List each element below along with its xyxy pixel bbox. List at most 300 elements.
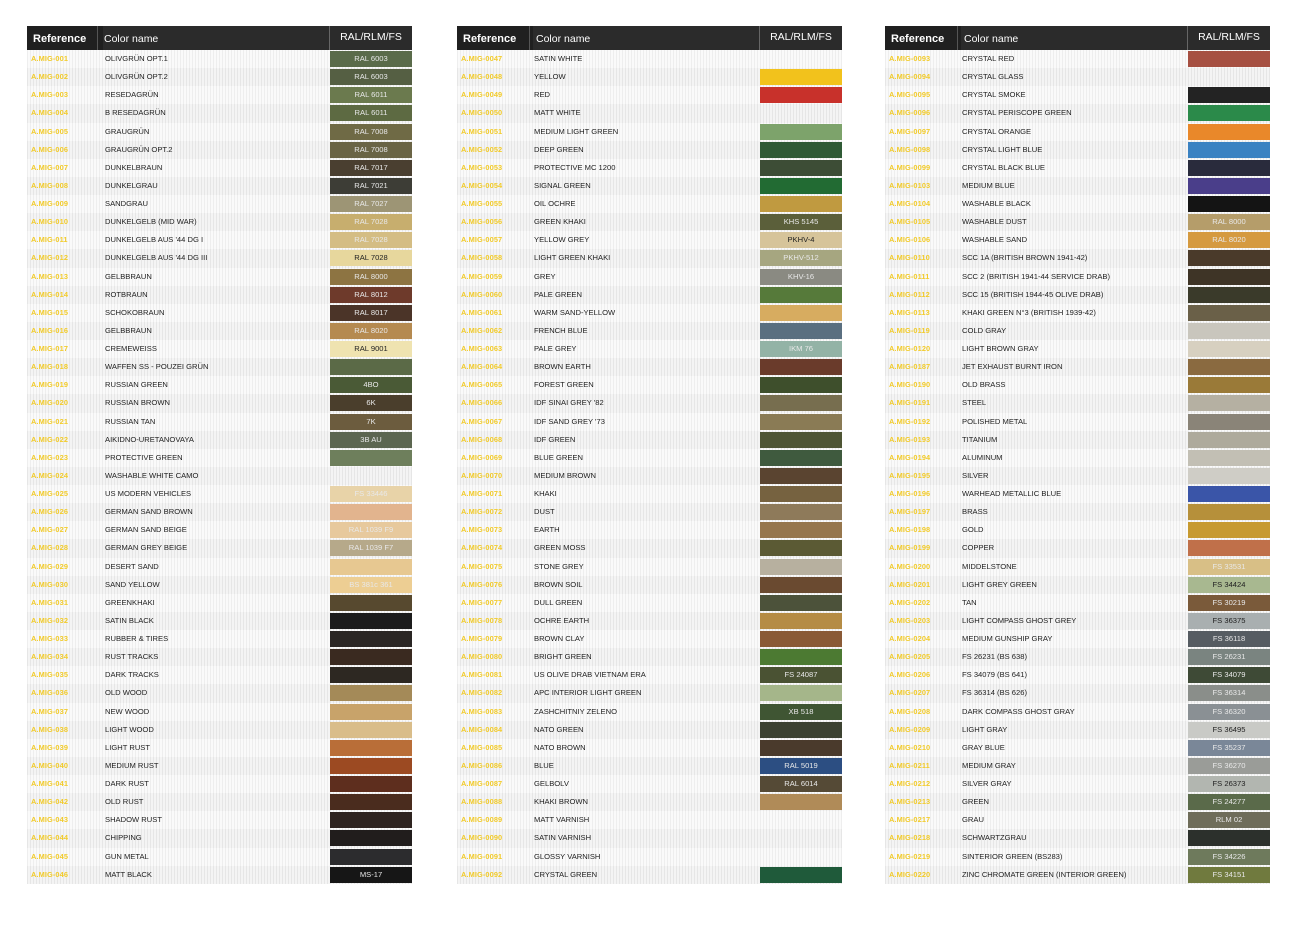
color-swatch	[760, 414, 842, 430]
color-swatch	[760, 178, 842, 194]
reference-code: A.MIG-0212	[889, 779, 931, 788]
color-swatch: 3B AU	[330, 432, 412, 448]
color-swatch	[1188, 359, 1270, 375]
table-row	[885, 413, 1270, 431]
color-swatch	[760, 287, 842, 303]
color-swatch: FS 24277	[1188, 794, 1270, 810]
color-swatch: RAL 7028	[330, 214, 412, 230]
reference-code: A.MIG-0207	[889, 688, 931, 698]
table-row	[457, 304, 842, 322]
table-row	[27, 594, 412, 612]
table-row	[885, 86, 1270, 104]
table-row	[457, 848, 842, 866]
table-row	[457, 612, 842, 630]
color-name: GREY	[534, 271, 556, 281]
color-name: MEDIUM LIGHT GREEN	[534, 126, 619, 136]
reference-code: A.MIG-039	[31, 742, 69, 752]
color-swatch	[330, 812, 412, 828]
reference-code: A.MIG-0047	[461, 54, 503, 63]
table-row	[885, 104, 1270, 122]
table-row	[27, 231, 412, 249]
table-row	[27, 467, 412, 485]
color-name: WASHABLE DUST	[962, 217, 1027, 227]
color-name: BROWN CLAY	[534, 634, 585, 643]
color-name: FOREST GREEN	[534, 380, 594, 390]
table-row	[885, 594, 1270, 612]
reference-code: A.MIG-014	[31, 289, 69, 299]
table-row	[457, 159, 842, 177]
color-name: WASHABLE BLACK	[962, 199, 1031, 208]
color-swatch	[1188, 142, 1270, 158]
color-swatch: 6K	[330, 395, 412, 411]
reference-code: A.MIG-026	[31, 507, 69, 517]
reference-code: A.MIG-006	[31, 144, 69, 154]
color-name: PALE GREY	[534, 344, 577, 353]
color-swatch	[1188, 468, 1270, 484]
color-swatch	[760, 468, 842, 484]
color-name: STEEL	[962, 398, 987, 408]
table-row	[27, 50, 412, 68]
color-swatch	[330, 685, 412, 701]
color-name: MEDIUM BROWN	[534, 470, 597, 480]
color-swatch	[1188, 540, 1270, 556]
table-row	[457, 68, 842, 86]
color-name: SIGNAL GREEN	[534, 180, 591, 190]
color-swatch	[760, 540, 842, 556]
reference-code: A.MIG-0204	[889, 634, 931, 643]
color-swatch	[1188, 160, 1270, 176]
color-rows	[457, 50, 842, 884]
reference-code: A.MIG-0089	[461, 815, 503, 825]
reference-code: A.MIG-0218	[889, 833, 931, 843]
color-name: SCHWARTZGRAU	[962, 833, 1027, 843]
color-name: FS 26231 (BS 638)	[962, 652, 1028, 662]
color-swatch: RAL 9001	[330, 341, 412, 357]
table-row	[27, 413, 412, 431]
color-name: YELLOW	[534, 72, 566, 82]
reference-code: A.MIG-019	[31, 380, 69, 390]
reference-code: A.MIG-0112	[889, 289, 930, 299]
reference-code: A.MIG-0082	[461, 688, 503, 698]
color-swatch	[760, 377, 842, 393]
reference-code: A.MIG-0119	[889, 325, 930, 335]
reference-code: A.MIG-028	[31, 543, 69, 553]
reference-code: A.MIG-0099	[889, 162, 931, 172]
color-name: DULL GREEN	[534, 597, 583, 607]
table-row	[885, 485, 1270, 503]
reference-code: A.MIG-0219	[889, 851, 931, 861]
color-swatch: RAL 7028	[330, 250, 412, 266]
color-name: RUSSIAN TAN	[105, 416, 156, 426]
color-name: US MODERN VEHICLES	[105, 489, 192, 498]
color-name: GRAY BLUE	[962, 742, 1005, 752]
color-swatch	[760, 196, 842, 212]
reference-code: A.MIG-029	[31, 561, 69, 571]
color-swatch: 4BO	[330, 377, 412, 393]
color-name: ZASHCHITNIY ZELENO	[534, 706, 617, 716]
color-name: APC INTERIOR LIGHT GREEN	[534, 688, 642, 698]
reference-code: A.MIG-045	[31, 851, 69, 861]
color-name: GERMAN SAND BEIGE	[105, 525, 187, 535]
reference-code: A.MIG-0069	[461, 452, 503, 462]
table-row	[457, 576, 842, 594]
table-row	[27, 775, 412, 793]
reference-code: A.MIG-0049	[461, 90, 503, 100]
reference-code: A.MIG-0196	[889, 489, 931, 498]
color-swatch	[1188, 504, 1270, 520]
reference-code: A.MIG-0048	[461, 72, 503, 82]
color-rows	[885, 50, 1270, 884]
color-swatch: RAL 8017	[330, 305, 412, 321]
table-row	[27, 684, 412, 702]
color-swatch: FS 36375	[1188, 613, 1270, 629]
color-name: LIGHT GREEN KHAKI	[534, 253, 611, 263]
color-name: MEDIUM GUNSHIP GRAY	[962, 634, 1053, 643]
table-row	[457, 286, 842, 304]
reference-code: A.MIG-0098	[889, 144, 931, 154]
color-name: TITANIUM	[962, 434, 998, 444]
color-swatch	[330, 649, 412, 665]
reference-code: A.MIG-0088	[461, 797, 503, 807]
table-row	[885, 431, 1270, 449]
color-name: DESERT SAND	[105, 561, 159, 571]
color-swatch	[760, 794, 842, 810]
color-name: FS 34079 (BS 641)	[962, 670, 1028, 680]
table-row	[885, 521, 1270, 539]
table-row	[457, 684, 842, 702]
reference-code: A.MIG-0078	[461, 615, 503, 625]
color-name: DUNKELBRAUN	[105, 162, 163, 172]
color-swatch: RAL 8012	[330, 287, 412, 303]
reference-code: A.MIG-0092	[461, 869, 503, 879]
color-name: GREEN	[962, 797, 990, 807]
color-swatch	[1188, 196, 1270, 212]
table-row	[27, 141, 412, 159]
color-name-header: Color name	[529, 26, 590, 50]
reference-code: A.MIG-0053	[461, 162, 503, 172]
table-row	[885, 576, 1270, 594]
reference-code: A.MIG-0081	[461, 670, 503, 680]
color-name: LIGHT BROWN GRAY	[962, 344, 1039, 353]
color-name: POLISHED METAL	[962, 416, 1028, 426]
table-row	[457, 721, 842, 739]
color-swatch: BS 381c 361	[330, 577, 412, 593]
color-swatch	[1188, 105, 1270, 121]
table-row	[885, 811, 1270, 829]
reference-code: A.MIG-0113	[889, 307, 930, 317]
color-name: DEEP GREEN	[534, 144, 584, 154]
color-name: NATO BROWN	[534, 742, 586, 752]
reference-code: A.MIG-0205	[889, 652, 931, 662]
reference-code: A.MIG-0191	[889, 398, 931, 408]
table-row	[457, 775, 842, 793]
reference-code: A.MIG-040	[31, 760, 69, 770]
color-swatch	[760, 305, 842, 321]
color-swatch	[760, 124, 842, 140]
reference-code: A.MIG-0203	[889, 615, 931, 625]
reference-code: A.MIG-0079	[461, 634, 503, 643]
reference-code: A.MIG-0105	[889, 217, 931, 227]
reference-code: A.MIG-0198	[889, 525, 931, 535]
reference-code: A.MIG-0067	[461, 416, 503, 426]
reference-code: A.MIG-009	[31, 199, 69, 208]
color-swatch: FS 36495	[1188, 722, 1270, 738]
color-swatch	[1188, 395, 1270, 411]
reference-code: A.MIG-0062	[461, 325, 503, 335]
color-swatch: RAL 8000	[1188, 214, 1270, 230]
table-row	[457, 521, 842, 539]
color-swatch: RAL 7028	[330, 232, 412, 248]
color-name: US OLIVE DRAB VIETNAM ERA	[534, 670, 646, 680]
reference-code: A.MIG-0051	[461, 126, 503, 136]
color-swatch	[760, 432, 842, 448]
color-name: WASHABLE WHITE CAMO	[105, 470, 199, 480]
color-swatch	[760, 395, 842, 411]
color-name: SCC 2 (BRITISH 1941-44 SERVICE DRAB)	[962, 271, 1110, 281]
reference-code: A.MIG-034	[31, 652, 69, 662]
reference-code: A.MIG-032	[31, 615, 69, 625]
color-name: BRIGHT GREEN	[534, 652, 592, 662]
reference-code: A.MIG-0059	[461, 271, 503, 281]
color-swatch: FS 36118	[1188, 631, 1270, 647]
color-name: DARK COMPASS GHOST GRAY	[962, 706, 1075, 716]
table-row	[27, 358, 412, 376]
table-row	[885, 68, 1270, 86]
color-name: OLD BRASS	[962, 380, 1006, 390]
reference-code: A.MIG-0071	[461, 489, 503, 498]
table-row	[457, 268, 842, 286]
color-swatch: RAL 7021	[330, 178, 412, 194]
code-header: RAL/RLM/FS	[329, 26, 412, 50]
reference-code: A.MIG-0087	[461, 779, 503, 788]
color-name: RED	[534, 90, 551, 100]
reference-code: A.MIG-0201	[889, 579, 931, 589]
color-name: SATIN WHITE	[534, 54, 583, 63]
color-swatch	[760, 649, 842, 665]
reference-code: A.MIG-0206	[889, 670, 931, 680]
reference-code: A.MIG-0217	[889, 815, 931, 825]
table-row	[457, 376, 842, 394]
color-name: PROTECTIVE GREEN	[105, 452, 183, 462]
color-name: LIGHT RUST	[105, 742, 151, 752]
color-name: IDF SAND GREY '73	[534, 416, 605, 426]
color-name: STONE GREY	[534, 561, 584, 571]
table-row	[885, 775, 1270, 793]
table-row	[457, 322, 842, 340]
reference-code: A.MIG-0057	[461, 235, 503, 245]
color-swatch	[760, 613, 842, 629]
color-name: SATIN BLACK	[105, 615, 154, 625]
reference-code: A.MIG-0055	[461, 199, 503, 208]
color-swatch: RAL 8000	[330, 269, 412, 285]
table-row	[27, 576, 412, 594]
reference-code: A.MIG-0209	[889, 724, 931, 734]
color-name: GLOSSY VARNISH	[534, 851, 601, 861]
reference-code: A.MIG-0200	[889, 561, 931, 571]
color-swatch	[1188, 323, 1270, 339]
table-row	[27, 521, 412, 539]
table-row	[885, 449, 1270, 467]
color-swatch	[760, 359, 842, 375]
color-name: IDF SINAI GREY '82	[534, 398, 604, 408]
table-row	[885, 394, 1270, 412]
color-name: KHAKI GREEN N°3 (BRITISH 1939-42)	[962, 307, 1096, 317]
reference-code: A.MIG-0110	[889, 253, 930, 263]
reference-code: A.MIG-0075	[461, 561, 503, 571]
color-name: CRYSTAL GREEN	[534, 869, 598, 879]
color-name: GRAU	[962, 815, 984, 825]
color-swatch	[760, 105, 842, 121]
table-row	[885, 721, 1270, 739]
color-name: LIGHT WOOD	[105, 724, 154, 734]
reference-code: A.MIG-041	[31, 779, 69, 788]
color-name: MEDIUM RUST	[105, 760, 159, 770]
reference-code: A.MIG-0054	[461, 180, 503, 190]
color-swatch	[1188, 486, 1270, 502]
reference-code: A.MIG-0050	[461, 108, 503, 118]
table-row	[27, 249, 412, 267]
color-name-header: Color name	[97, 26, 158, 50]
reference-code: A.MIG-0066	[461, 398, 503, 408]
color-swatch: FS 36270	[1188, 758, 1270, 774]
color-swatch: FS 34151	[1188, 867, 1270, 883]
reference-code: A.MIG-023	[31, 452, 69, 462]
color-swatch	[1188, 305, 1270, 321]
reference-code: A.MIG-0058	[461, 253, 503, 263]
table-row	[457, 739, 842, 757]
reference-code: A.MIG-036	[31, 688, 69, 698]
table-row	[885, 195, 1270, 213]
color-swatch: FS 35237	[1188, 740, 1270, 756]
table-row	[457, 630, 842, 648]
color-swatch: RAL 1039 F9	[330, 522, 412, 538]
color-swatch	[330, 667, 412, 683]
color-swatch	[760, 830, 842, 846]
table-row	[27, 376, 412, 394]
table-row	[27, 159, 412, 177]
reference-code: A.MIG-0052	[461, 144, 503, 154]
table-row	[457, 503, 842, 521]
color-name: GELBBRAUN	[105, 271, 152, 281]
color-swatch: FS 30219	[1188, 595, 1270, 611]
color-swatch	[1188, 287, 1270, 303]
table-header	[27, 26, 412, 50]
table-row	[885, 249, 1270, 267]
reference-code: A.MIG-0083	[461, 706, 503, 716]
reference-code: A.MIG-024	[31, 470, 69, 480]
color-swatch: RAL 5019	[760, 758, 842, 774]
color-name: DARK RUST	[105, 779, 149, 788]
table-row	[885, 322, 1270, 340]
color-swatch	[330, 595, 412, 611]
table-row	[885, 793, 1270, 811]
reference-code: A.MIG-0208	[889, 706, 931, 716]
color-name: SILVER GRAY	[962, 779, 1012, 788]
table-row	[885, 666, 1270, 684]
table-header	[885, 26, 1270, 50]
table-row	[27, 68, 412, 86]
table-row	[885, 286, 1270, 304]
color-name: SINTERIOR GREEN (BS283)	[962, 851, 1063, 861]
table-row	[27, 394, 412, 412]
reference-code: A.MIG-027	[31, 525, 69, 535]
color-name: RUBBER & TIRES	[105, 634, 169, 643]
color-name: GREEN KHAKI	[534, 217, 586, 227]
color-name: WASHABLE SAND	[962, 235, 1028, 245]
reference-code: A.MIG-010	[31, 217, 69, 227]
table-row	[457, 811, 842, 829]
color-swatch	[1188, 432, 1270, 448]
table-row	[27, 86, 412, 104]
color-swatch	[1188, 269, 1270, 285]
table-row	[885, 630, 1270, 648]
reference-code: A.MIG-007	[31, 162, 69, 172]
color-swatch: RAL 6011	[330, 87, 412, 103]
color-swatch: RAL 6011	[330, 105, 412, 121]
reference-code: A.MIG-0120	[889, 344, 931, 353]
color-swatch	[330, 758, 412, 774]
reference-code: A.MIG-0073	[461, 525, 503, 535]
table-row	[457, 141, 842, 159]
table-row	[27, 757, 412, 775]
color-swatch: RAL 7017	[330, 160, 412, 176]
table-row	[457, 558, 842, 576]
reference-code: A.MIG-0064	[461, 362, 503, 372]
color-name: MATT VARNISH	[534, 815, 590, 825]
color-name: EARTH	[534, 525, 560, 535]
table-row	[457, 86, 842, 104]
color-name: DUNKELGELB (MID WAR)	[105, 217, 197, 227]
reference-code: A.MIG-0072	[461, 507, 503, 517]
color-swatch: FS 36314	[1188, 685, 1270, 701]
color-name: DUNKELGELB AUS '44 DG I	[105, 235, 204, 245]
color-swatch	[330, 450, 412, 466]
color-swatch	[760, 631, 842, 647]
reference-code: A.MIG-0063	[461, 344, 503, 353]
color-name: OLIVGRÜN OPT.2	[105, 72, 168, 82]
table-row	[885, 503, 1270, 521]
color-swatch: RAL 1039 F7	[330, 540, 412, 556]
table-row	[457, 485, 842, 503]
color-swatch: RAL 8020	[330, 323, 412, 339]
color-name: COLD GRAY	[962, 325, 1007, 335]
reference-code: A.MIG-0060	[461, 289, 503, 299]
reference-code: A.MIG-0096	[889, 108, 931, 118]
color-name: SANDGRAU	[105, 199, 149, 208]
color-swatch	[760, 867, 842, 883]
table-row	[457, 195, 842, 213]
reference-code: A.MIG-0077	[461, 597, 503, 607]
table-row	[457, 50, 842, 68]
table-row	[885, 358, 1270, 376]
table-row	[885, 141, 1270, 159]
color-name: PALE GREEN	[534, 289, 582, 299]
color-swatch	[760, 740, 842, 756]
color-swatch	[760, 51, 842, 67]
table-row	[27, 340, 412, 358]
color-name: CRYSTAL GLASS	[962, 72, 1024, 82]
reference-code: A.MIG-0093	[889, 54, 931, 63]
table-row	[885, 539, 1270, 557]
color-name: OLIVGRÜN OPT.1	[105, 54, 168, 63]
color-name: RUSSIAN GREEN	[105, 380, 168, 390]
color-swatch	[330, 559, 412, 575]
color-name: SCHOKOBRAUN	[105, 307, 165, 317]
reference-code: A.MIG-0085	[461, 742, 503, 752]
color-swatch	[1188, 178, 1270, 194]
table-row	[885, 376, 1270, 394]
table-row	[27, 612, 412, 630]
